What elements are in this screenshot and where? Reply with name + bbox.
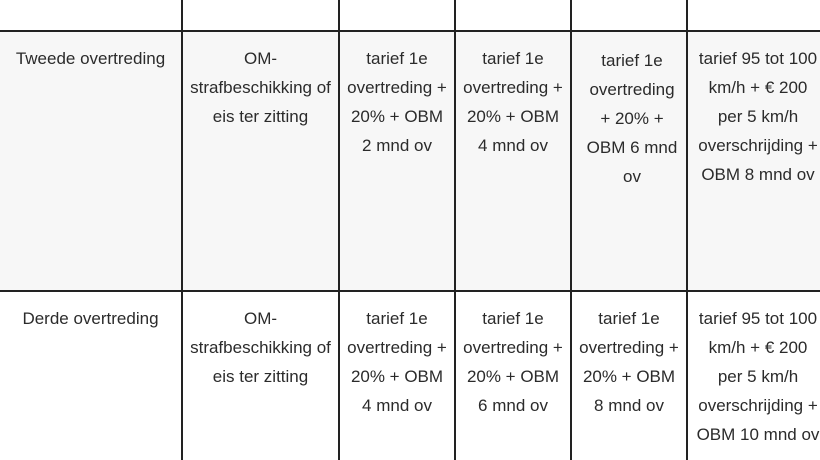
procedure-cell: OM-strafbeschikking of eis ter zitting [182, 31, 339, 291]
penalty-cell: tarief 1e overtreding + 20% + OBM 6 mnd ov [571, 31, 687, 291]
penalty-cell: tarief 1e overtreding + 20% + OBM 8 mnd ov [571, 291, 687, 460]
row-label: Tweede overtreding [0, 31, 182, 291]
table-cell [339, 0, 455, 31]
penalty-cell: tarief 1e overtreding + 20% + OBM 6 mnd ov [455, 291, 571, 460]
penalty-cell: tarief 95 tot 100 km/h + € 200 per 5 km/h overschrijding + OBM 10 mnd ov [687, 291, 820, 460]
procedure-cell: OM-strafbeschikking of eis ter zitting [182, 291, 339, 460]
penalty-cell: tarief 95 tot 100 km/h + € 200 per 5 km/h overschrijding + OBM 8 mnd ov [687, 31, 820, 291]
penalty-cell: tarief 1e overtreding + 20% + OBM 4 mnd ov [339, 291, 455, 460]
table-cell [182, 0, 339, 31]
penalty-cell: tarief 1e overtreding + 20% + OBM 4 mnd ov [455, 31, 571, 291]
table-row-previous [0, 0, 820, 31]
table-cell [687, 0, 820, 31]
penalty-cell: tarief 1e overtreding + 20% + OBM 2 mnd ov [339, 31, 455, 291]
table-row-second-offence [0, 31, 820, 291]
table-row-third-offence [0, 291, 820, 460]
table-cell [455, 0, 571, 31]
table-cell [0, 0, 182, 31]
row-label: Derde overtreding [0, 291, 182, 460]
table-cell [571, 0, 687, 31]
